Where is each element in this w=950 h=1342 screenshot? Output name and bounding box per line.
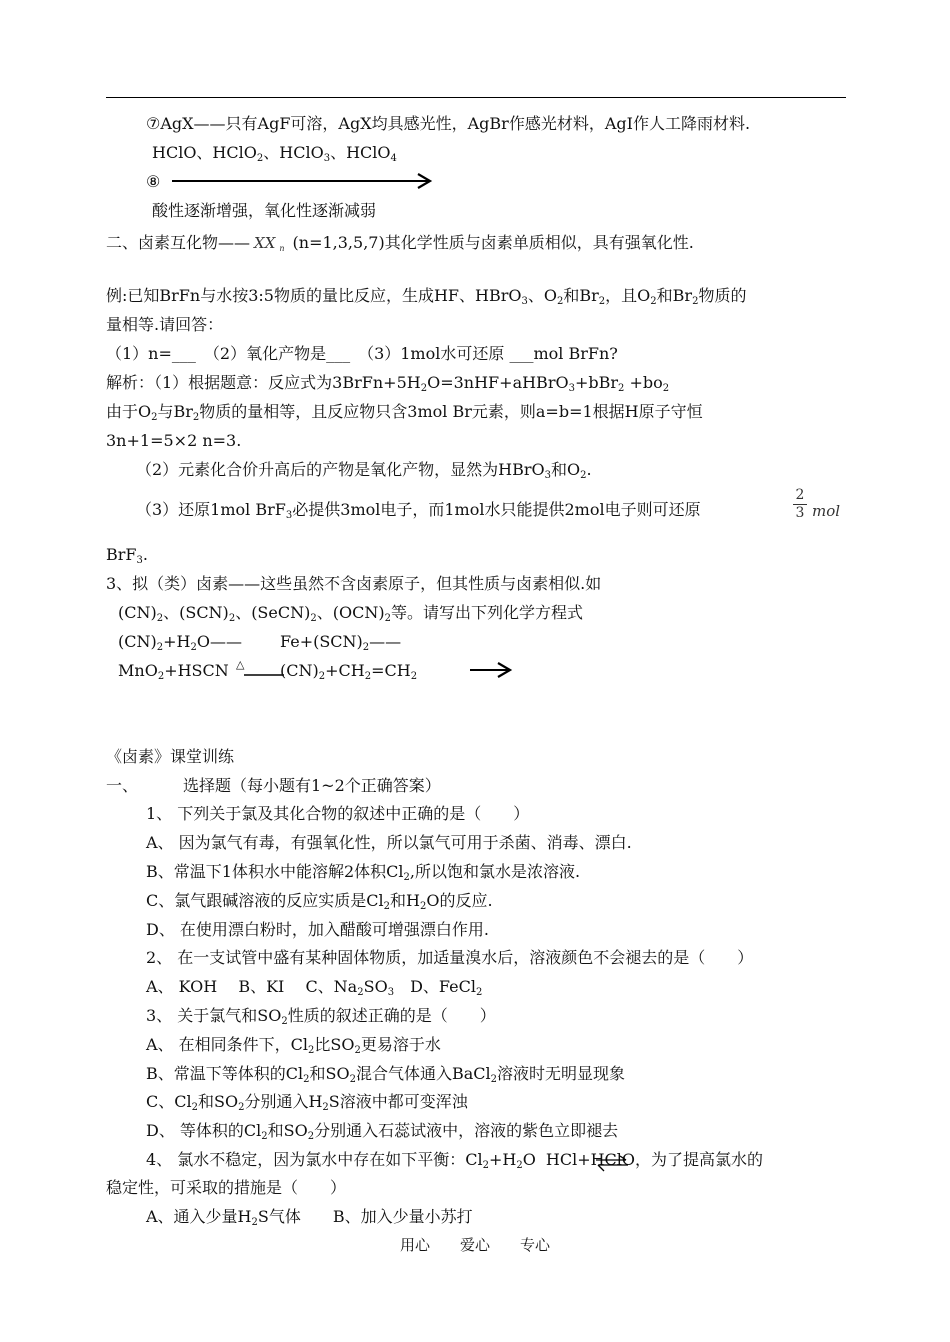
equation-cn-water: $(CN)_2+H_2O——$ bbox=[118, 632, 242, 653]
q1-option-d: D、 在使用漂白粉时，加入醋酸可增强漂白作用. bbox=[146, 920, 490, 939]
question-4: 4、 氯水不稳定，因为氯水中存在如下平衡：$Cl_2+H_2O$ HCl+HClO，为了提高氯水的 bbox=[146, 1150, 764, 1171]
q2-options: A、 KOH B、KI C、$Na_2SO_3$ D、FeCl$_2$ bbox=[146, 977, 483, 998]
header-rule bbox=[106, 97, 846, 98]
equation-cn-ethene: $(CN)_2+CH_2=CH_2$ bbox=[280, 661, 418, 682]
q1-option-c: C、氯气跟碱溶液的反应实质是$Cl_2$和$H_2O$的反应. bbox=[146, 891, 493, 912]
analysis-line-6: BrF$_3$. bbox=[106, 545, 148, 566]
equilibrium-arrow-icon bbox=[594, 1150, 630, 1174]
heading-interhalogen: 二、卤素互化物—— XX $_n$ (n=1,3,5,7)其化学性质与卤素单质相似，具有强氧化性. bbox=[106, 233, 694, 253]
analysis-line-1: 解析：（1）根据题意：反应式为$3BrFn+5H_2O=3nHF+aHBrO_3+bBr_2 +bo_2$ bbox=[106, 373, 670, 394]
example-line-2: 量相等.请回答： bbox=[106, 315, 224, 334]
page-footer: 用心 爱心 专心 bbox=[399, 1236, 550, 1254]
analysis-line-3: 3n+1=5×2 n=3. bbox=[106, 431, 242, 450]
question-1: 1、 下列关于氯及其化合物的叙述中正确的是（ ） bbox=[146, 804, 530, 823]
q3-option-a: A、 在相同条件下，$Cl_2$比$SO_2$更易溶于水 bbox=[146, 1035, 441, 1056]
analysis-line-2: 由于$O_2$与$Br_2$物质的量相等，且反应物只含3mol Br元素，则a=b=1根据H原子守恒 bbox=[106, 402, 703, 423]
section-title: 选择题（每小题有1~2个正确答案） bbox=[183, 776, 441, 795]
question-3: 3、 关于氯气和$SO_2$性质的叙述正确的是（ ） bbox=[146, 1006, 496, 1027]
q1-option-b: B、常温下1体积水中能溶解2体积$Cl_2$,所以饱和氯水是浓溶液. bbox=[146, 862, 581, 883]
q1-option-a: A、 因为氯气有毒，有强氧化性，所以氯气可用于杀菌、消毒、漂白. bbox=[146, 833, 632, 852]
pseudohalogen-heading: 3、拟（类）卤素——这些虽然不含卤素原子，但其性质与卤素相似.如 bbox=[106, 574, 602, 593]
q3-option-d: D、 等体积的$Cl_2$和$SO_2$分别通入石蕊试液中，溶液的紫色立即褪去 bbox=[146, 1121, 619, 1142]
section-number: 一、 bbox=[106, 776, 139, 795]
line-agx: ⑦AgX——只有AgF可溶，AgX均具感光性，AgBr作感光材料，AgI作人工降雨材料. bbox=[146, 114, 751, 133]
equation-mno2-hscn: MnO$_2$+HSCN bbox=[118, 661, 229, 682]
analysis-line-5: （3）还原1mol BrF$_3$必提供3mol电子，而1mol水只能提供2mol电子则可还原 bbox=[136, 500, 701, 521]
pseudohalogen-list: $(CN)_2$、$(SCN)_2$、$(SeCN)_2$、$(OCN)_2$等。请写出下列化学方程式 bbox=[118, 603, 583, 624]
practice-title: 《卤素》课堂训练 bbox=[106, 747, 235, 766]
line-circle-8: ⑧ bbox=[146, 172, 161, 191]
mol-unit: mol bbox=[812, 502, 841, 520]
example-line-1: 例:已知BrFn与水按3:5物质的量比反应，生成HF、HBrO$_3$、$O_2$和$Br_2$，且$O_2$和$Br_2$物质的 bbox=[106, 286, 747, 307]
heat-line bbox=[244, 672, 284, 678]
equation-fe-scn: $Fe+(SCN)_2——$ bbox=[280, 632, 402, 653]
q3-option-c: C、$Cl_2$和$SO_2$分别通入$H_2S$溶液中都可变浑浊 bbox=[146, 1092, 468, 1113]
q4-line-2: 稳定性，可采取的措施是（ ） bbox=[106, 1178, 347, 1197]
analysis-line-4: （2）元素化合价升高后的产物是氧化产物，显然为HBrO$_3$和$O_2$. bbox=[136, 460, 592, 481]
fraction-2-3: $\frac{2}{3}$ bbox=[793, 487, 807, 521]
question-2: 2、 在一支试管中盛有某种固体物质，加适量溴水后，溶液颜色不会褪去的是（ ） bbox=[146, 948, 754, 967]
long-arrow-icon bbox=[172, 172, 434, 190]
heat-triangle-icon: △ bbox=[236, 658, 245, 671]
short-arrow-icon bbox=[470, 660, 514, 680]
q3-option-b: B、常温下等体积的$Cl_2$和$SO_2$混合气体通入BaCl$_2$溶液时无明显现象 bbox=[146, 1064, 626, 1085]
line-hclo-series: HClO、HClO$_2$、HClO$_3$、HClO$_4$ bbox=[152, 143, 397, 164]
line-acidity-trend: 酸性逐渐增强，氧化性逐渐减弱 bbox=[152, 201, 377, 220]
example-questions: （1）n=___ （2）氧化产物是___ （3）1mol水可还原 ___mol BrFn? bbox=[106, 344, 618, 363]
q4-options: A、通入少量$H_2S$气体 B、加入少量小苏打 bbox=[146, 1207, 473, 1228]
